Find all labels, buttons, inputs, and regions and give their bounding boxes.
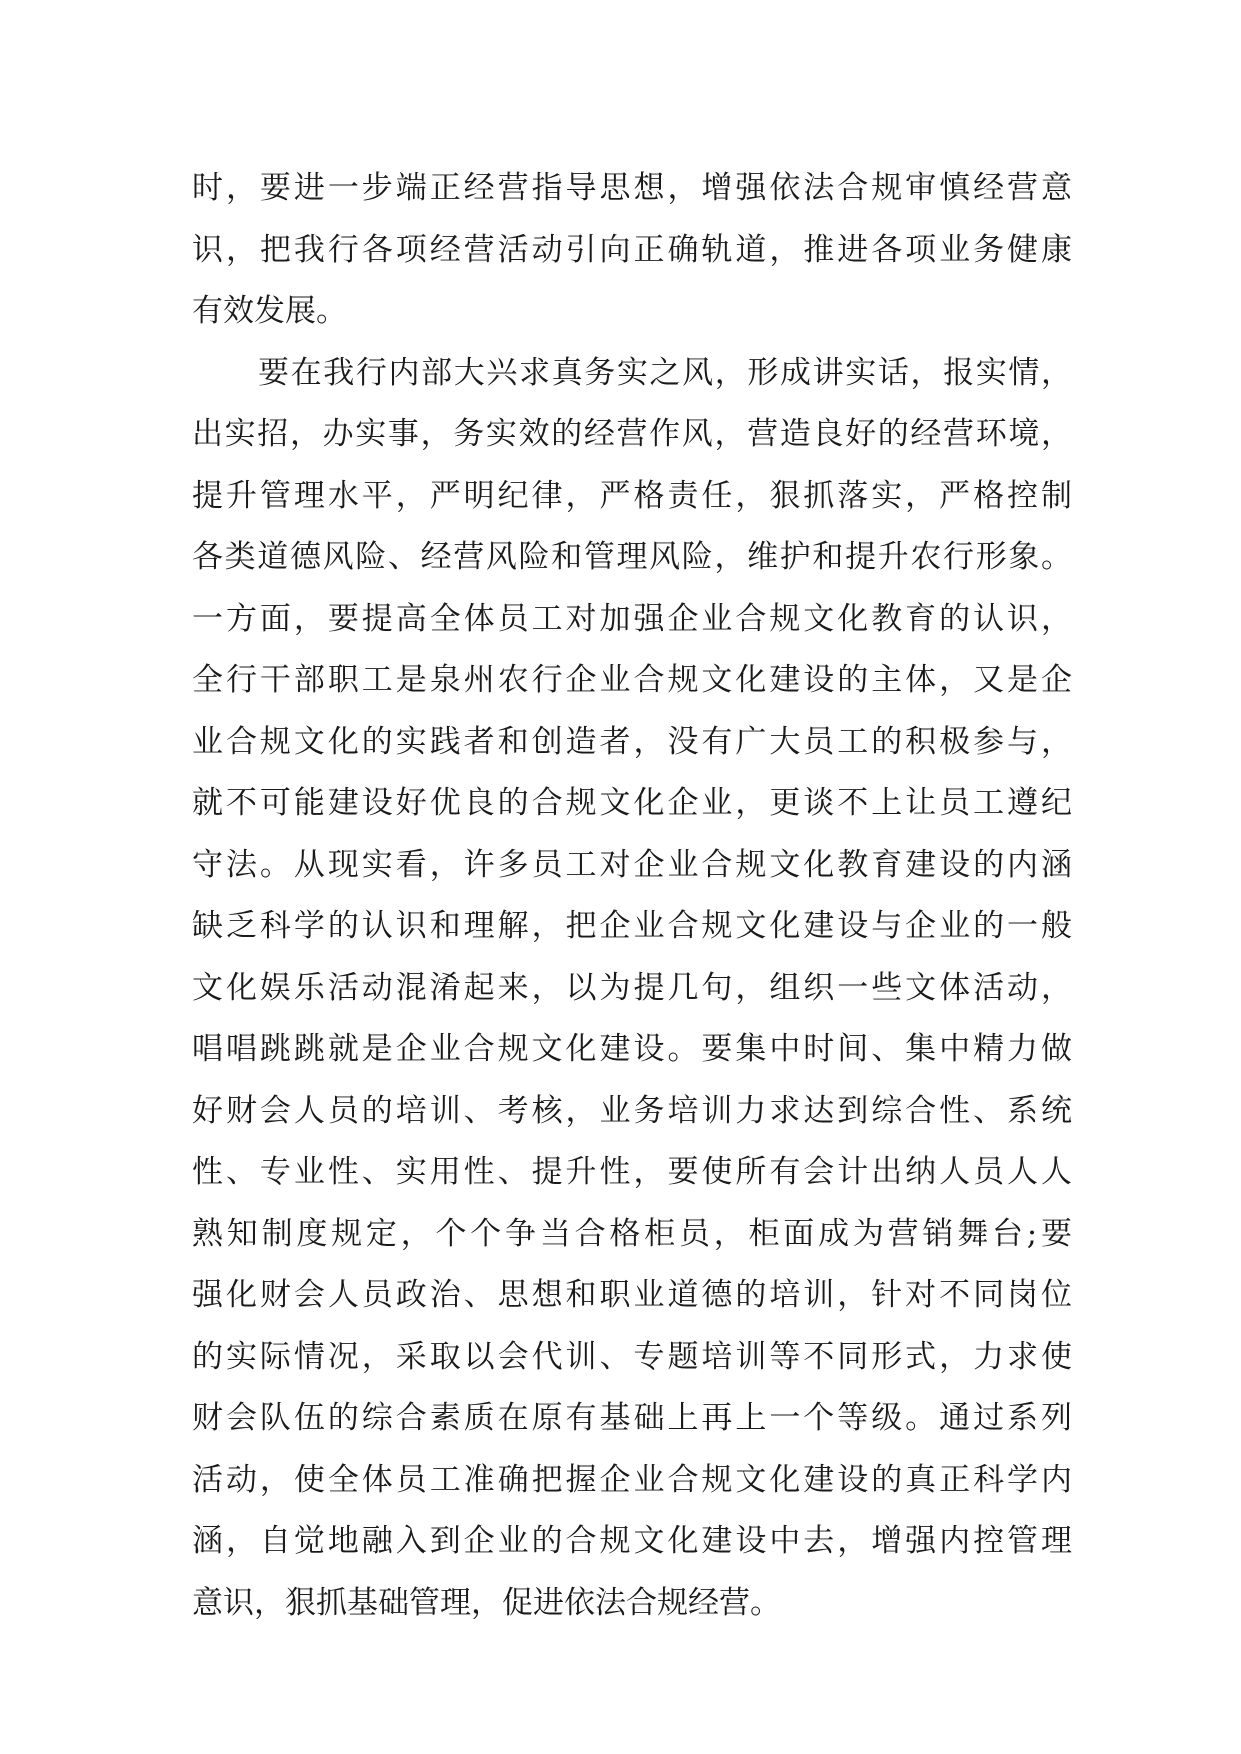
body-text [192,158,1072,1634]
text-line: 好财会人员的培训、考核，业务培训力求达到综合性、系统 [192,1092,1072,1129]
text-line: 全行干部职工是泉州农行企业合规文化建设的主体，又是企 [192,662,1072,698]
text-line: 各类道德风险、经营风险和管理风险，维护和提升农行形象。 [192,539,1072,575]
text-line: 一方面，要提高全体员工对加强企业合规文化教育的认识， [192,600,1072,637]
text-line: 财会队伍的综合素质在原有基础上再上一个等级。通过系列 [192,1400,1072,1436]
text-line: 有效发展。 [192,293,347,329]
text-line: 出实招，办实事，务实效的经营作风，营造良好的经营环境， [192,416,1072,452]
text-line: 意识，狠抓基础管理，促进依法合规经营。 [192,1584,781,1621]
text-line: 提升管理水平，严明纪律，严格责任，狠抓落实，严格控制 [192,477,1072,514]
text-line: 文化娱乐活动混淆起来，以为提几句，组织一些文体活动， [192,969,1072,1006]
text-line: 性、专业性、实用性、提升性，要使所有会计出纳人员人人 [192,1154,1072,1190]
text-line: 缺乏科学的认识和理解，把企业合规文化建设与企业的一般 [192,908,1072,944]
text-line: 强化财会人员政治、思想和职业道德的培训，针对不同岗位 [192,1277,1072,1313]
text-line: 涵，自觉地融入到企业的合规文化建设中去，增强内控管理 [192,1523,1072,1559]
text-line: 时，要进一步端正经营指导思想，增强依法合规审慎经营意 [192,170,1072,206]
text-line: 的实际情况，采取以会代训、专题培训等不同形式，力求使 [192,1338,1072,1375]
text-line: 守法。从现实看，许多员工对企业合规文化教育建设的内涵 [192,846,1072,883]
text-line: 熟知制度规定，个个争当合格柜员，柜面成为营销舞台;要 [192,1215,1072,1252]
text-line: 活动，使全体员工准确把握企业合规文化建设的真正科学内 [192,1461,1072,1498]
text-line: 识，把我行各项经营活动引向正确轨道，推进各项业务健康 [192,231,1072,268]
text-line: 要在我行内部大兴求真务实之风，形成讲实话，报实情， [258,354,1072,391]
text-line: 就不可能建设好优良的合规文化企业，更谈不上让员工遵纪 [192,785,1072,821]
text-line: 唱唱跳跳就是企业合规文化建设。要集中时间、集中精力做 [192,1031,1072,1067]
text-line: 业合规文化的实践者和创造者，没有广大员工的积极参与， [192,723,1072,760]
